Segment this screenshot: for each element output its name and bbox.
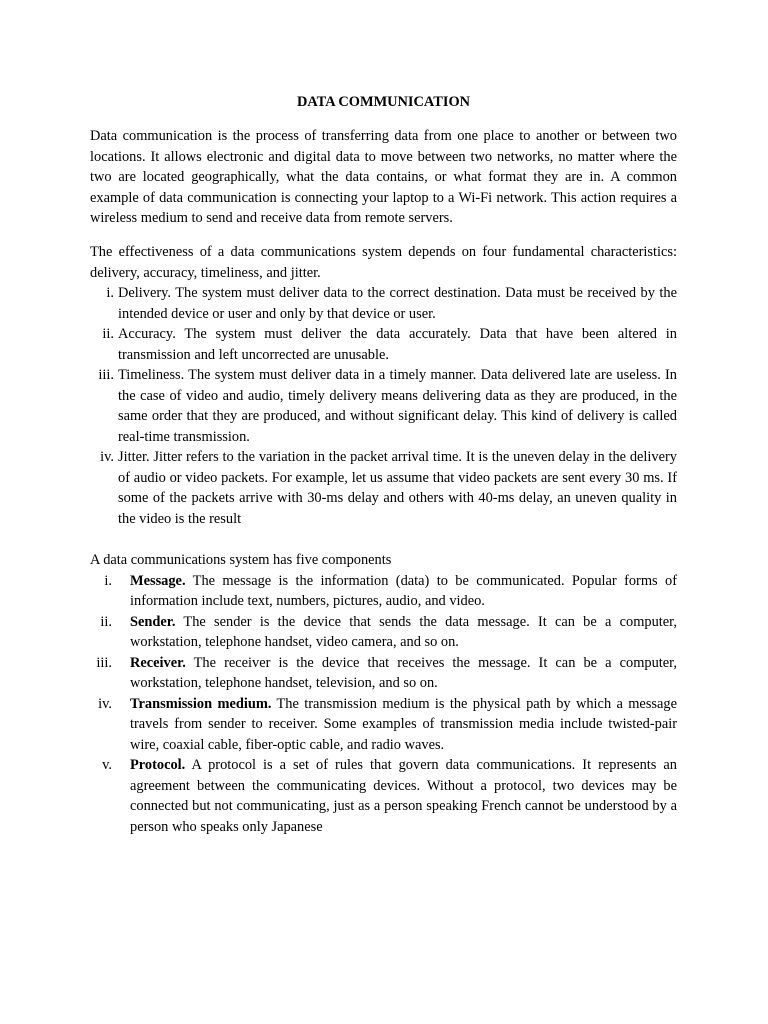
list-number: iii. xyxy=(98,367,114,384)
list-item xyxy=(90,447,677,529)
list-item xyxy=(90,571,677,612)
list-number: ii. xyxy=(100,613,112,630)
component-term: Transmission medium. xyxy=(130,695,272,712)
list-item xyxy=(90,755,677,837)
list-number: iv. xyxy=(100,449,114,466)
list-item xyxy=(90,283,677,324)
list-item xyxy=(90,694,677,756)
list-item-text: Timeliness. The system must deliver data in a timely manner. Data delivered late are useless. In the case of video and audio, timely delivery means delivering data as they are produced, in the same order that they are produced, and without significant delay. This kind of delivery is called real-time transmission. xyxy=(118,367,677,445)
list-item-text: The transmission medium is the physical path by which a message travels from sender to receiver. Some examples of transmission media include twisted-pair wire, coaxial cable, fiber-optic cable, and radio waves. xyxy=(130,695,677,753)
components-list xyxy=(90,571,677,838)
list-item-text: A protocol is a set of rules that govern data communications. It represents an agreement between the communicating devices. Without a protocol, two devices may be connected but not communicating, just as a person speaking French cannot be understood by a person who speaks only Japanese xyxy=(130,757,677,835)
list-item-text: The message is the information (data) to be communicated. Popular forms of information include text, numbers, pictures, audio, and video. xyxy=(130,572,677,610)
characteristics-intro-paragraph: The effectiveness of a data communications system depends on four fundamental characteristics: delivery, accuracy, timeliness, and jitter. xyxy=(90,243,677,281)
document-title: DATA COMMUNICATION xyxy=(296,94,471,110)
list-number: v. xyxy=(102,757,112,774)
list-item-text: Accuracy. The system must deliver the data accurately. Data that have been altered in transmission and left uncorrected are unusable. xyxy=(118,326,677,363)
list-item xyxy=(90,612,677,653)
list-item xyxy=(90,653,677,694)
list-number: i. xyxy=(106,285,114,302)
component-term: Message. xyxy=(130,572,186,589)
list-item xyxy=(90,324,677,365)
component-term: Protocol. xyxy=(130,757,186,774)
list-item-text: Jitter. Jitter refers to the variation in the packet arrival time. It is the uneven delay in the delivery of audio or video packets. For example, let us assume that video packets are sent every 30 ms. If some of the packets arrive with 30-ms delay and others with 40-ms delay, an uneven quality in the video is the result xyxy=(118,449,677,527)
list-item xyxy=(90,365,677,447)
list-number: ii. xyxy=(102,326,114,343)
characteristics-list xyxy=(90,283,677,529)
list-number: i. xyxy=(104,572,112,589)
components-intro-paragraph: A data communications system has five components xyxy=(90,552,392,569)
list-item-text: The receiver is the device that receives the message. It can be a computer, workstation, telephone handset, television, and so on. xyxy=(130,654,677,692)
component-term: Sender. xyxy=(130,613,176,630)
list-item-text: Delivery. The system must deliver data to the correct destination. Data must be received by the intended device or user and only by that device or user. xyxy=(118,285,677,322)
list-item-text: The sender is the device that sends the data message. It can be a computer, workstation, telephone handset, video camera, and so on. xyxy=(130,613,677,651)
intro-paragraph: Data communication is the process of transferring data from one place to another or between two locations. It allows electronic and digital data to move between two networks, no matter where the two are located geographically, what the data contains, or what format they are in. A common example of data communication is connecting your laptop to a Wi-Fi network. This action requires a wireless medium to send and receive data from remote servers. xyxy=(90,128,677,227)
list-number: iii. xyxy=(96,654,112,671)
list-number: iv. xyxy=(98,695,112,712)
component-term: Receiver. xyxy=(130,654,186,671)
